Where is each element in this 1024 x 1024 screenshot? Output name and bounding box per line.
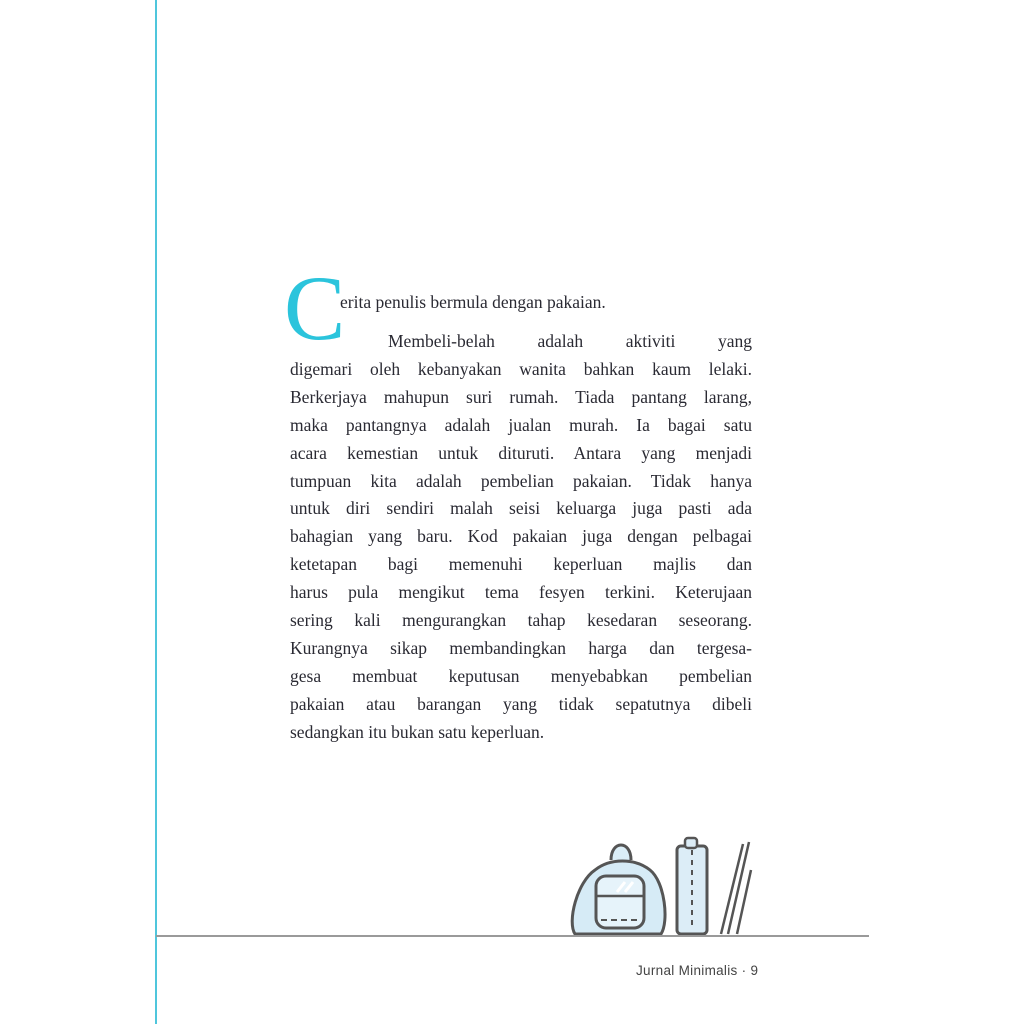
text-line: erita penulis bermula dengan pakaian. (340, 292, 606, 312)
text-line: sedangkan itu bukan satu keperluan. (290, 721, 545, 742)
text-line: tumpuan kita adalah pembelian pakaian. Tidak hanya (290, 470, 752, 491)
text-line: harus pula mengikut tema fesyen terkini. Keterujaan (290, 582, 752, 603)
text-line: gesa membuat keputusan menyebabkan pembelian (290, 665, 752, 686)
text-line: maka pantangnya adalah jualan murah. Ia bagai satu (290, 414, 752, 435)
page-footer: Jurnal Minimalis · 9 (636, 963, 759, 978)
text-line: Membeli-belah adalah aktiviti yang (388, 331, 752, 351)
text-line: digemari oleh kebanyakan wanita bahkan kaum lelaki. (290, 358, 752, 379)
text-line: bahagian yang baru. Kod pakaian juga dengan pelbagai (290, 526, 752, 547)
footer-rule (156, 935, 869, 937)
text-line: Kurangnya sikap membandingkan harga dan tergesa- (290, 637, 752, 658)
backpack-and-books-illustration (565, 832, 765, 936)
text-line: acara kemestian untuk dituruti. Antara yang menjadi (290, 442, 752, 463)
text-line: ketetapan bagi memenuhi keperluan majlis dan (290, 554, 752, 575)
drop-cap: C (284, 257, 346, 359)
margin-rule-vertical (155, 0, 157, 1024)
text-line: Berkerjaya mahupun suri rumah. Tiada pantang larang, (290, 386, 752, 407)
text-line: pakaian atau barangan yang tidak sepatutnya dibeli (290, 693, 752, 714)
text-line: untuk diri sendiri malah seisi keluarga juga pasti ada (290, 498, 752, 519)
text-line: sering kali mengurangkan tahap kesedaran seseorang. (290, 610, 752, 630)
